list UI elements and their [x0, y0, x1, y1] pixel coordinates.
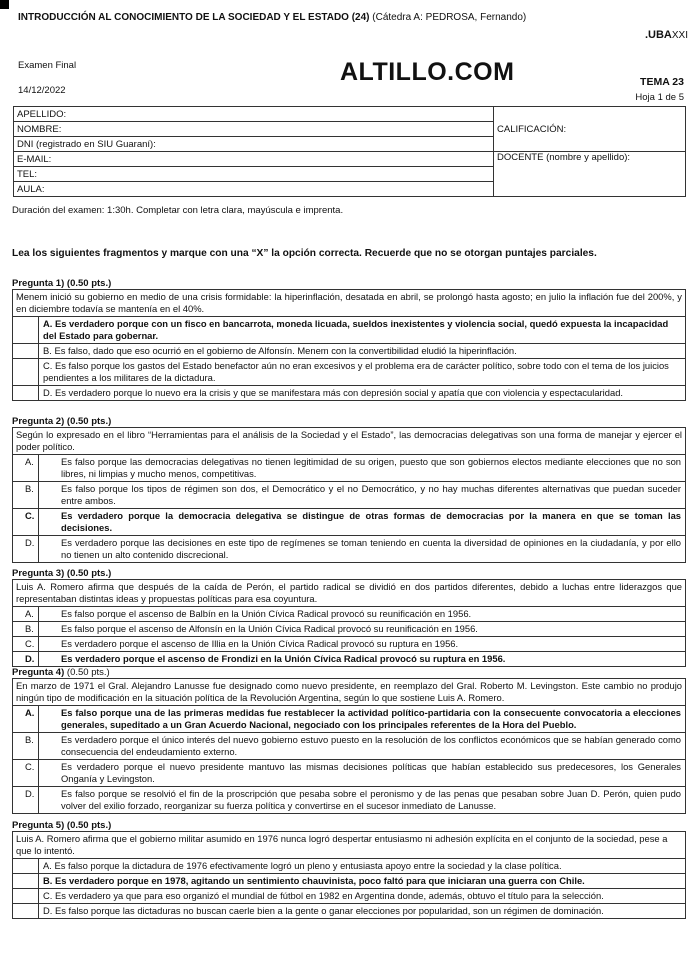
option-letter: C. [25, 761, 35, 772]
course-title-rest: (Cátedra A: PEDROSA, Fernando) [369, 12, 527, 23]
option-text: Es verdadero porque las decisiones en este tipo de regímenes se toman teniendo en cuenta la diversidad de opiniones en la ciudadanía, y por ello no tienen un alto contenido discrecional. [61, 537, 681, 560]
question-5 [12, 820, 686, 919]
course-title-bold: INTRODUCCIÓN AL CONOCIMIENTO DE LA SOCIEDAD Y EL ESTADO (24) [18, 12, 370, 23]
question-stem: Según lo expresado en el libro “Herramientas para el análisis de la Sociedad y el Estado”, las democracias delegativas son una forma de manejar y ejercer el poder político. [12, 428, 686, 455]
aula-field[interactable]: AULA: [14, 182, 494, 197]
option-letter: B. [25, 734, 34, 745]
option-b [25, 482, 685, 509]
option-text: Es falso porque el ascenso de Alfonsín en la Unión Cívica Radical provocó su reunificación en 1956. [61, 623, 478, 634]
answer-box[interactable] [13, 359, 39, 386]
question-title [12, 667, 686, 679]
course-title [18, 11, 538, 24]
answer-box[interactable] [13, 874, 39, 889]
question-4 [12, 667, 686, 814]
option-letter: D. [25, 537, 35, 548]
brand-logo: ALTILLO.COM [340, 58, 515, 86]
option-d: D. Es verdadero porque lo nuevo era la crisis y que se manifestara más con depresión social y apatía que con violencia y espectacularidad. [39, 386, 685, 401]
option-a: A. Es falso porque la dictadura de 1976 efectivamente logró un pleno y entusiasta apoyo entre la sociedad y la clase política. [39, 859, 685, 874]
question-number: Pregunta 5) [12, 820, 65, 831]
question-number: Pregunta 4) [12, 667, 65, 678]
option-d: D. Es falso porque las dictaduras no buscan caerle bien a la gente o ganar elecciones por popularidad, son un régimen de dominación. [39, 904, 685, 919]
instructions: Lea los siguientes fragmentos y marque con una “X” la opción correcta. Recuerde que no se otorgan puntajes parciales. [12, 248, 597, 259]
option-text: Es falso porque el ascenso de Balbín en la Unión Cívica Radical provocó su reunificación en 1956. [61, 608, 472, 619]
option-text: Es falso porque los tipos de régimen son dos, el Democrático y el no Democrático, y no hay muchas diferentes alternativas que puedan suceder entre ambos. [61, 483, 681, 506]
question-stem: Menem inició su gobierno en medio de una crisis formidable: la hiperinflación, desatada en abril, se prolongó hasta agosto; en julio la inflación fue del 200%, y en diciembre todavía se mantenía en el 40%. [12, 290, 686, 317]
option-b [25, 733, 685, 760]
answer-box[interactable] [13, 386, 39, 401]
question-3 [12, 568, 686, 667]
question-points: (0.50 pts.) [64, 416, 112, 427]
student-info-table [13, 106, 686, 197]
option-d [25, 536, 685, 563]
option-text: Es verdadero porque la democracia delegativa se distingue de otras formas de democracias por la manera en que se toman las decisiones. [61, 510, 681, 533]
option-text: Es falso porque una de las primeras medidas fue restablecer la actividad político-partidaria con la consecuente convocatoria a elecciones generales, supeditado a un Gran Acuerdo Nacional, negociado con los principales referentes de la Hora del Pueblo. [61, 707, 681, 730]
options-list [12, 859, 686, 919]
option-letter: A. [25, 608, 34, 619]
tema-label: TEMA 23 [640, 76, 684, 88]
option-c [25, 760, 685, 787]
option-letter: C. [25, 510, 35, 521]
answer-box[interactable] [13, 317, 39, 344]
options-list [12, 455, 686, 563]
options-list [12, 706, 686, 814]
question-title [12, 416, 686, 428]
question-points: (0.50 pts.) [64, 667, 110, 678]
duration-note: Duración del examen: 1:30h. Completar con letra clara, mayúscula e imprenta. [12, 205, 344, 216]
uba-logo [645, 29, 688, 41]
question-stem: En marzo de 1971 el Gral. Alejandro Lanusse fue designado como nuevo presidente, en reemplazo del Gral. Roberto M. Levingston. Este cambio no produjo ningún tipo de modificación en la situación política de la Revolución Argentina, según lo que sostiene Luis A. Romero. [12, 679, 686, 706]
question-stem: Luis A. Romero afirma que el gobierno militar asumido en 1976 nunca logró despertar entusiasmo ni adhesión explícita en el conjunto de la sociedad, pese a que lo intentó. [12, 832, 686, 859]
tel-field[interactable]: TEL: [14, 167, 494, 182]
option-a: A. Es verdadero porque con un fisco en bancarrota, moneda licuada, sueldos inexistentes y violencia social, quedó expuesta la incapacidad del Estado para gobernar. [39, 317, 685, 344]
option-a [25, 706, 685, 733]
answer-box[interactable] [13, 344, 39, 359]
nombre-field[interactable]: NOMBRE: [14, 122, 494, 137]
question-title [12, 820, 686, 832]
option-letter: B. [25, 623, 34, 634]
question-number: Pregunta 3) [12, 568, 65, 579]
option-letter: C. [25, 638, 35, 649]
option-letter: A. [25, 456, 34, 467]
uba-logo-suffix: XXI [671, 30, 688, 41]
option-a [25, 455, 685, 482]
dni-field[interactable]: DNI (registrado en SIU Guaraní): [14, 137, 494, 152]
apellido-field[interactable]: APELLIDO: [14, 107, 494, 122]
option-c [25, 509, 685, 536]
options-list [12, 607, 686, 667]
page-count: Hoja 1 de 5 [635, 92, 684, 103]
option-text: Es verdadero porque el nuevo presidente mantuvo las mismas decisiones políticas que habían establecido sus predecesores, los Generales Onganía y Levingston. [61, 761, 681, 784]
answer-box[interactable] [13, 904, 39, 919]
question-1 [12, 278, 686, 401]
option-letter: B. [25, 483, 34, 494]
option-letter: D. [25, 653, 35, 664]
question-points: (0.50 pts.) [64, 820, 112, 831]
option-b: B. Es falso, dado que eso ocurrió en el gobierno de Alfonsín. Menem con la convertibilidad eludió la hiperinflación. [39, 344, 685, 359]
question-stem: Luis A. Romero afirma que después de la caída de Perón, el partido radical se dividió en dos partidos diferentes, debido a luchas entre liderazgos que representaban distintas ideas y propuestas políticas para esa coyuntura. [12, 580, 686, 607]
option-text: Es verdadero porque el ascenso de Illia en la Unión Cívica Radical provocó su ruptura en 1956. [61, 638, 459, 649]
question-number: Pregunta 2) [12, 416, 65, 427]
option-text: Es verdadero porque el único interés del nuevo gobierno estuvo puesto en la resolución de los conflictos económicos que se habían generado como consecuencia del endeudamiento externo. [61, 734, 681, 757]
question-number: Pregunta 1) [12, 278, 65, 289]
corner-mark [0, 0, 9, 9]
option-letter: D. [25, 788, 35, 799]
question-title [12, 278, 686, 290]
option-d [25, 787, 685, 814]
question-2 [12, 416, 686, 563]
option-c [25, 637, 685, 652]
option-c: C. Es verdadero ya que para eso organizó el mundial de fútbol en 1982 en Argentina donde, además, obtuvo el título para la selección. [39, 889, 685, 904]
option-c: C. Es falso porque los gastos del Estado benefactor aún no eran excesivos y el problema era de carácter político, sobre todo con el tema de los juicios pendientes a los militares de la dictadura. [39, 359, 685, 386]
email-field[interactable]: E-MAIL: [14, 152, 494, 167]
question-title [12, 568, 686, 580]
option-letter: A. [25, 707, 35, 718]
exam-type: Examen Final [18, 60, 77, 71]
option-a [25, 607, 685, 622]
option-b [25, 622, 685, 637]
option-text: Es falso porque las democracias delegativas no tienen legitimidad de su origen, puesto que son gobiernos electos mediante elecciones que no son libres, ni limpias y mucho menos, competitivas. [61, 456, 681, 479]
question-points: (0.50 pts.) [64, 568, 112, 579]
uba-logo-text: .UBA [644, 29, 672, 41]
question-points: (0.50 pts.) [64, 278, 112, 289]
docente-field[interactable]: DOCENTE (nombre y apellido): [494, 152, 686, 197]
option-d [25, 652, 685, 667]
answer-box[interactable] [13, 859, 39, 874]
exam-date: 14/12/2022 [18, 85, 66, 96]
option-text: Es falso porque se resolvió el fin de la proscripción que pesaba sobre el peronismo y de las penas que pesaban sobre Juan D. Perón, quien pudo volver del exilio forzado, reorganizar su fuerza política y convertirse en el sucesor inmediato de Lanusse. [61, 788, 681, 811]
answer-box[interactable] [13, 889, 39, 904]
calificacion-field[interactable]: CALIFICACIÓN: [494, 107, 686, 152]
option-text: Es verdadero porque el ascenso de Frondizi en la Unión Cívica Radical provocó su ruptura en 1956. [61, 653, 506, 664]
options-list [12, 317, 686, 401]
option-b: B. Es verdadero porque en 1978, agitando un sentimiento chauvinista, poco faltó para que iniciaran una guerra con Chile. [39, 874, 685, 889]
